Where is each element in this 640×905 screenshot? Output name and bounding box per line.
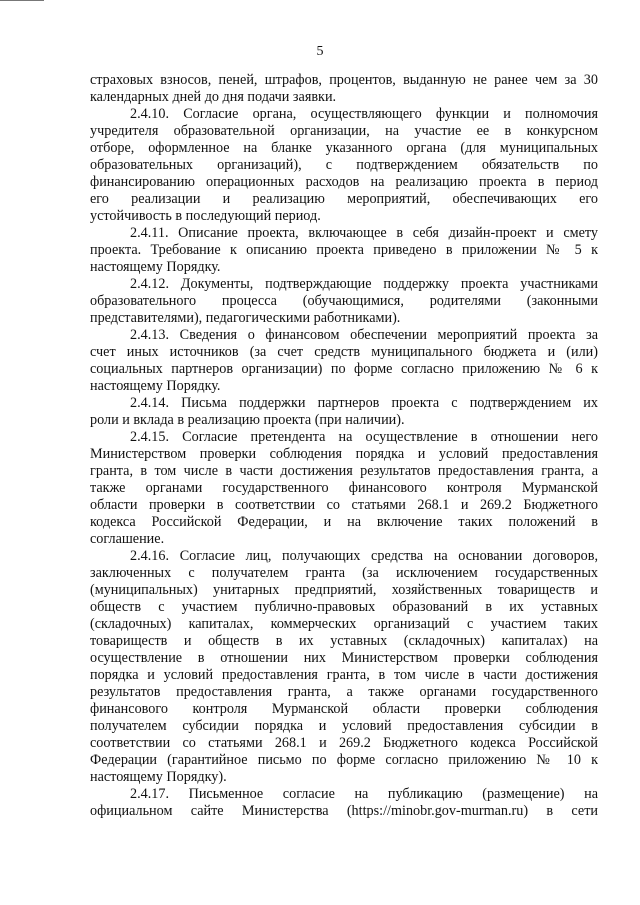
- page-number: 5: [316, 44, 324, 59]
- text-line: 2.4.15. Согласие претендента на осуществление в отношении него: [130, 429, 598, 445]
- text-line: финансового контроля Мурманской области проверки соблюдения: [90, 701, 598, 717]
- top-edge-rule: [0, 0, 44, 1]
- paragraph-p-2-4-16: [90, 548, 598, 786]
- text-line: календарных дней до дня подачи заявки.: [90, 89, 337, 105]
- text-line: отборе, оформленное на бланке указанного органа (для муниципальных: [90, 140, 598, 156]
- text-line: (складочных) капиталах, коммерческих организаций с участием таких: [90, 616, 598, 632]
- paragraph-p-2-4-15: [90, 429, 598, 548]
- text-line: устойчивость в последующий период.: [90, 208, 321, 224]
- paragraph-p-2-4-10: [90, 106, 598, 225]
- text-line: кодекса Российской Федерации, и на включение таких положений в: [90, 514, 598, 530]
- text-line: обществ с участием публично-правовых образований в их уставных: [90, 599, 598, 615]
- text-line: также органами государственного финансового контроля Мурманской: [90, 480, 598, 496]
- text-line: учредителя образовательной организации, на участие ее в конкурсном: [90, 123, 598, 139]
- text-line: страховых взносов, пеней, штрафов, процентов, выданную не ранее чем за 30: [90, 72, 598, 88]
- paragraph-p-2-4-11: [90, 225, 598, 276]
- text-line: счет иных источников (за счет средств муниципального бюджета и (или): [90, 344, 598, 360]
- text-line: финансированию операционных расходов на реализацию проекта в период: [90, 174, 598, 190]
- text-line: товариществ и обществ в их уставных (складочных) капиталах) на: [90, 633, 598, 649]
- text-line: образовательных организаций), с подтверждением обязательств по: [90, 157, 598, 173]
- text-line: Федерации (гарантийное письмо по форме согласно приложению № 10 к: [90, 752, 598, 768]
- text-line: 2.4.12. Документы, подтверждающие поддержку проекта участниками: [130, 276, 598, 292]
- text-line: социальных партнеров организации) по форме согласно приложению № 6 к: [90, 361, 598, 377]
- text-line: гранта, в том числе в части достижения результатов предоставления гранта, а: [90, 463, 598, 479]
- paragraph-p-cont: [90, 72, 598, 106]
- text-line: официальном сайте Министерства (https://minobr.gov-murman.ru) в сети: [90, 803, 598, 819]
- text-line: порядка и условий предоставления гранта, в том числе в части достижения: [90, 667, 598, 683]
- text-line: настоящему Порядку.: [90, 259, 221, 275]
- paragraph-p-2-4-17: [90, 786, 598, 820]
- text-line: образовательного процесса (обучающимися, родителями (законными: [90, 293, 598, 309]
- text-line: 2.4.11. Описание проекта, включающее в себя дизайн-проект и смету: [130, 225, 598, 241]
- text-line: его реализации и реализацию мероприятий, обеспечивающих его: [90, 191, 598, 207]
- text-line: 2.4.16. Согласие лиц, получающих средства на основании договоров,: [130, 548, 598, 564]
- paragraph-p-2-4-13: [90, 327, 598, 395]
- text-line: роли и вклада в реализацию проекта (при наличии).: [90, 412, 405, 428]
- text-line: 2.4.14. Письма поддержки партнеров проекта с подтверждением их: [130, 395, 598, 411]
- text-line: области проверки в соответствии со статьями 268.1 и 269.2 Бюджетного: [90, 497, 598, 513]
- text-line: представителями), педагогическими работниками).: [90, 310, 401, 326]
- text-line: заключенных с получателем гранта (за исключением государственных: [90, 565, 598, 581]
- text-line: 2.4.10. Согласие органа, осуществляющего функции и полномочия: [130, 106, 598, 122]
- text-line: осуществление в отношении них Министерством проверки соблюдения: [90, 650, 598, 666]
- text-line: получателем субсидии порядка и условий предоставления субсидии в: [90, 718, 598, 734]
- text-line: проекта. Требование к описанию проекта приведено в приложении № 5 к: [90, 242, 598, 258]
- paragraph-p-2-4-12: [90, 276, 598, 327]
- text-line: соответствии со статьями 268.1 и 269.2 Бюджетного кодекса Российской: [90, 735, 598, 751]
- paragraph-p-2-4-14: [90, 395, 598, 429]
- text-line: соглашение.: [90, 531, 165, 547]
- text-line: настоящему Порядку).: [90, 769, 227, 785]
- text-line: 2.4.13. Сведения о финансовом обеспечении мероприятий проекта за: [130, 327, 598, 343]
- text-line: 2.4.17. Письменное согласие на публикацию (размещение) на: [130, 786, 598, 802]
- text-line: (муниципальных) унитарных предприятий, хозяйственных товариществ и: [90, 582, 598, 598]
- text-line: настоящему Порядку.: [90, 378, 221, 394]
- document-body: [90, 72, 598, 820]
- text-line: Министерством проверки соблюдения порядка и условий предоставления: [90, 446, 598, 462]
- text-line: результатов предоставления гранта, а также органами государственного: [90, 684, 598, 700]
